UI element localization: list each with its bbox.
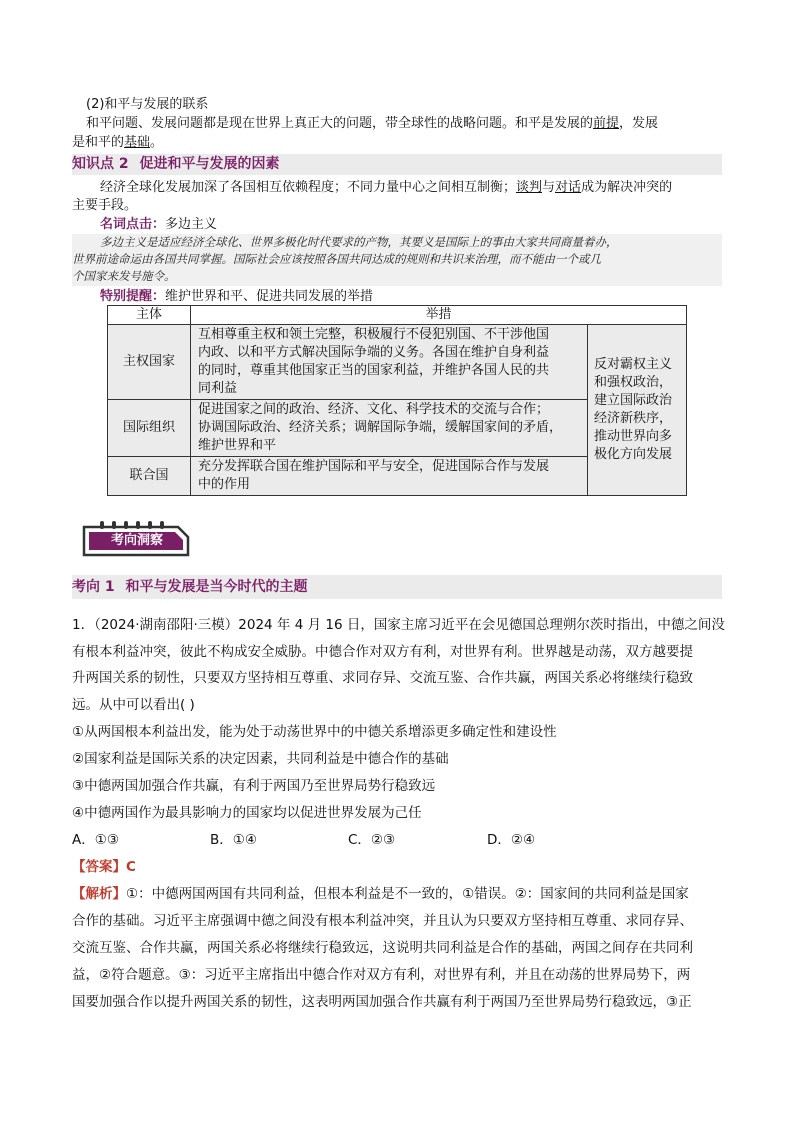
option-2: ②国家利益是国际关系的决定因素，共同利益是中德合作的基础 (72, 751, 449, 767)
option-1: ①从两国根本利益出发，能为处于动荡世界中的中德关系增添更多确定性和建设性 (72, 724, 557, 740)
kp2-line-2: 主要手段。 (72, 198, 138, 213)
measures-table (107, 305, 687, 496)
measure-line: 协调国际政治、经济关系；调解国际争端，缓解国家间的矛盾， (198, 420, 563, 435)
table-cell-subject: 联合国 (108, 457, 191, 496)
question-line-2: 有根本利益冲突，彼此不构成安全威胁。中德合作对双方有利，对世界有利。世界越是动荡，双方越要提 (72, 644, 693, 660)
knowledge-point-label: 知识点 2 (72, 156, 129, 172)
common-goal-line: 极化方向发展 (594, 447, 673, 462)
kp2-line-1-end: 成为解决冲突的 (581, 180, 673, 195)
answer-value: C (126, 859, 136, 875)
analysis-text: ①：中德两国两国有共同利益，但根本利益是不一致的，①错误。②：国家间的共同利益是国家 (126, 886, 689, 902)
measure-line: 中的作用 (198, 477, 251, 492)
question-line-1: 1．（2024·湖南邵阳·三模）2024 年 4 月 16 日，国家主席习近平在会见德国总理朔尔茨时指出，中德之间没 (72, 617, 725, 633)
direction-title: 和平与发展是当今时代的主题 (125, 579, 308, 595)
intro-line-2-end: 。 (150, 135, 164, 150)
intro-line-2 (72, 133, 163, 152)
table-cell-measure (191, 457, 588, 496)
analysis-label: 【解析】 (72, 886, 126, 902)
intro-line-1 (86, 114, 658, 133)
common-goal-line: 反对霸权主义 (594, 357, 673, 372)
question-line-4: 远。从中可以看出( ) (72, 697, 195, 713)
measure-line: 内政、以和平方式解决国际争端的义务。各国在维护自身利益 (198, 345, 550, 360)
term-name: 多边主义 (165, 217, 218, 232)
knowledge-point-2-heading (72, 154, 722, 175)
direction-label: 考向 1 (72, 579, 115, 595)
common-goal-line: 经济新秩序， (594, 411, 673, 426)
underlined-premise: 前提 (593, 116, 620, 131)
answer-label: 【答案】 (72, 859, 126, 875)
measure-line: 维护世界和平 (198, 438, 277, 453)
table-cell-subject: 国际组织 (108, 400, 191, 457)
badge-label: 考向洞察 (110, 533, 163, 548)
special-tip-label: 特别提醒： (100, 289, 166, 304)
underlined-negotiation: 谈判 (516, 180, 543, 195)
choice-d: D．②④ (487, 832, 536, 848)
measure-line: 充分发挥联合国在维护国际和平与安全，促进国际合作与发展 (198, 459, 550, 474)
subheading-peace-development-link: (2)和平与发展的联系 (86, 97, 209, 112)
common-goal-line: 推动世界向多 (594, 429, 673, 444)
table-cell-subject: 主权国家 (108, 325, 191, 400)
term-click-label: 名词点击： (100, 217, 166, 232)
term-line-3: 个国家来发号施令。 (72, 269, 176, 283)
common-goal-line: 建立国际政治 (594, 393, 673, 408)
question-line-3: 升两国关系的韧性，只要双方坚持相互尊重、求同存异、交流互鉴、合作共赢，两国关系必将继续行稳致 (72, 670, 693, 686)
intro-line-1-text: 和平问题、发展问题都是现在世界上真正大的问题，带全球性的战略问题。和平是发展的 (86, 116, 594, 131)
direction-1-heading (72, 575, 722, 599)
table-header-measures: 举措 (191, 306, 687, 325)
analysis-line-2: 合作的基础。习近平主席强调中德之间没有根本利益冲突，并且认为只要双方坚持相互尊重、求同存异、 (72, 913, 693, 929)
table-cell-common-goal (588, 325, 687, 496)
table-cell-measure (191, 325, 588, 400)
knowledge-point-title: 促进和平与发展的因素 (139, 156, 280, 172)
special-tip-text: 维护世界和平、促进共同发展的举措 (165, 289, 374, 304)
term-line-1: 多边主义是适应经济全球化、世界多极化时代要求的产物，其要义是国际上的事由大家共同商量着办， (100, 235, 618, 249)
intro-line-2-start: 是和平的 (72, 135, 125, 150)
choice-a: A．①③ (72, 832, 119, 848)
analysis-line-1 (72, 884, 689, 904)
option-3: ③中德两国加强合作共赢，有利于两国乃至世界局势行稳致远 (72, 778, 436, 794)
table-header-subject: 主体 (108, 306, 191, 325)
analysis-line-4: 益，②符合题意。③：习近平主席指出中德合作对双方有利，对世界有利，并且在动荡的世界局势下，两 (72, 967, 691, 983)
measure-line: 促进国家之间的政治、经济、文化、科学技术的交流与合作； (198, 402, 550, 417)
table-cell-measure (191, 400, 588, 457)
kp2-line-1 (100, 178, 672, 197)
choice-b: B．①④ (210, 832, 257, 848)
option-4: ④中德两国作为最具影响力的国家均以促进世界发展为己任 (72, 805, 422, 821)
measure-line: 互相尊重主权和领土完整，积极履行不侵犯别国、不干涉他国 (198, 327, 550, 342)
underlined-dialogue: 对话 (555, 180, 582, 195)
kp2-line-1-text: 经济全球化发展加深了各国相互依赖程度；不同力量中心之间相互制衡； (100, 180, 517, 195)
multilateralism-definition (72, 234, 722, 286)
analysis-line-5: 国要加强合作以提升两国关系的韧性，这表明两国加强合作共赢有利于两国乃至世界局势行稳致远，③正 (72, 994, 692, 1010)
analysis-line-3: 交流互鉴、合作共赢，两国关系必将继续行稳致远，这说明共同利益是合作的基础，两国之间存在共同利 (72, 940, 693, 956)
choice-c: C．②③ (348, 832, 396, 848)
intro-line-1-end: ，发展 (619, 116, 659, 131)
measure-text (192, 326, 586, 398)
measure-line: 的同时，尊重其他国家正当的国家利益，并维护各国人民的共 (198, 363, 550, 378)
measure-text (192, 458, 586, 494)
term-line-2: 世界前途命运由各国共同掌握。国际社会应该按照各国共同达成的规则和共识来治理，而不能由一个或几 (72, 252, 601, 266)
table-header-row (108, 306, 687, 325)
special-tip-line (100, 287, 373, 306)
direction-insight-badge (80, 519, 190, 557)
underlined-basis: 基础 (124, 135, 151, 150)
common-goal-line: 和强权政治， (594, 375, 673, 390)
term-click-line (100, 215, 217, 234)
table-row (108, 325, 687, 400)
kp2-line-1-mid: 与 (542, 180, 556, 195)
measure-text (192, 401, 586, 455)
answer-line (72, 857, 136, 877)
measure-line: 同利益 (198, 381, 238, 396)
